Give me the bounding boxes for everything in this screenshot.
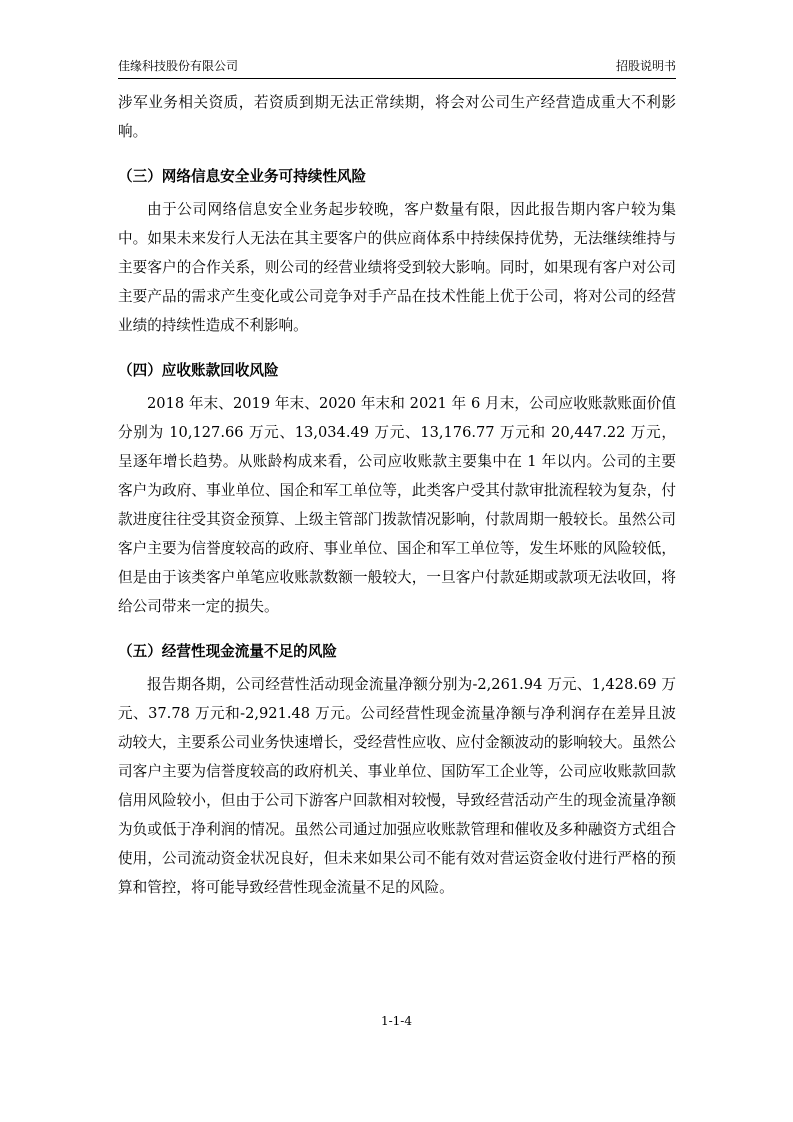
document-type: 招股说明书 — [615, 59, 676, 73]
page-number: 1-1-4 — [380, 1014, 412, 1028]
section-heading: （三）网络信息安全业务可持续性风险 — [118, 168, 367, 185]
section-heading: （五）经营性现金流量不足的风险 — [118, 643, 337, 660]
section-paragraph: 由于公司网络信息安全业务起步较晚，客户数量有限，因此报告期内客户较为集中。如果未来发行人无法在其主要客户的供应商体系中持续保持优势，无法继续维持与主要客户的合作关系，则公司的经营业绩将受到较大影响。同时，如果现有客户对公司主要产品的需求产生变化或公司竞争对手产品在技术性能上优于公司，将对公司的经营业绩的持续性造成不利影响。 — [118, 201, 676, 334]
section-paragraph: 2018 年末、2019 年末、2020 年末和 2021 年 6 月末，公司应收账款账面价值分别为 10,127.66 万元、13,034.49 万元、13,176.77 万元和 20,447.22 万元，呈逐年增长趋势。从账龄构成来看，公司应收账款主要集中在 1 年以内。公司的主要客户为政府、事业单位、国企和军工单位等，此类客户受其付款审批流程较为复杂，付款进度往往受其资金预算、上级主管部门拨款情况影响，付款周期一般较长。虽然公司客户主要为信誉度较高的政府、事业单位、国企和军工单位等，发生坏账的风险较低，但是由于该类客户单笔应收账款数额一般较大，一旦客户付款延期或款项无法收回，将给公司带来一定的损失。 — [118, 395, 676, 615]
page-header — [118, 54, 676, 79]
page-body — [118, 88, 676, 902]
company-name: 佳缘科技股份有限公司 — [118, 59, 239, 73]
section-heading: （四）应收账款回收风险 — [118, 362, 279, 379]
section-paragraph: 报告期各期，公司经营性活动现金流量净额分别为-2,261.94 万元、1,428.69 万元、37.78 万元和-2,921.48 万元。公司经营性现金流量净额与净利润存在差异且波动较大，主要系公司业务快速增长，受经营性应收、应付金额波动的影响较大。虽然公司客户主要为信誉度较高的政府机关、事业单位、国防军工企业等，公司应收账款回款信用风险较小，但由于公司下游客户回款相对较慢，导致经营活动产生的现金流量净额为负或低于净利润的情况。虽然公司通过加强应收账款管理和催收及多种融资方式组合使用，公司流动资金状况良好，但未来如果公司不能有效对营运资金收付进行严格的预算和管控，将可能导致经营性现金流量不足的风险。 — [118, 676, 676, 896]
intro-paragraph: 涉军业务相关资质，若资质到期无法正常续期，将会对公司生产经营造成重大不利影响。 — [118, 94, 676, 140]
